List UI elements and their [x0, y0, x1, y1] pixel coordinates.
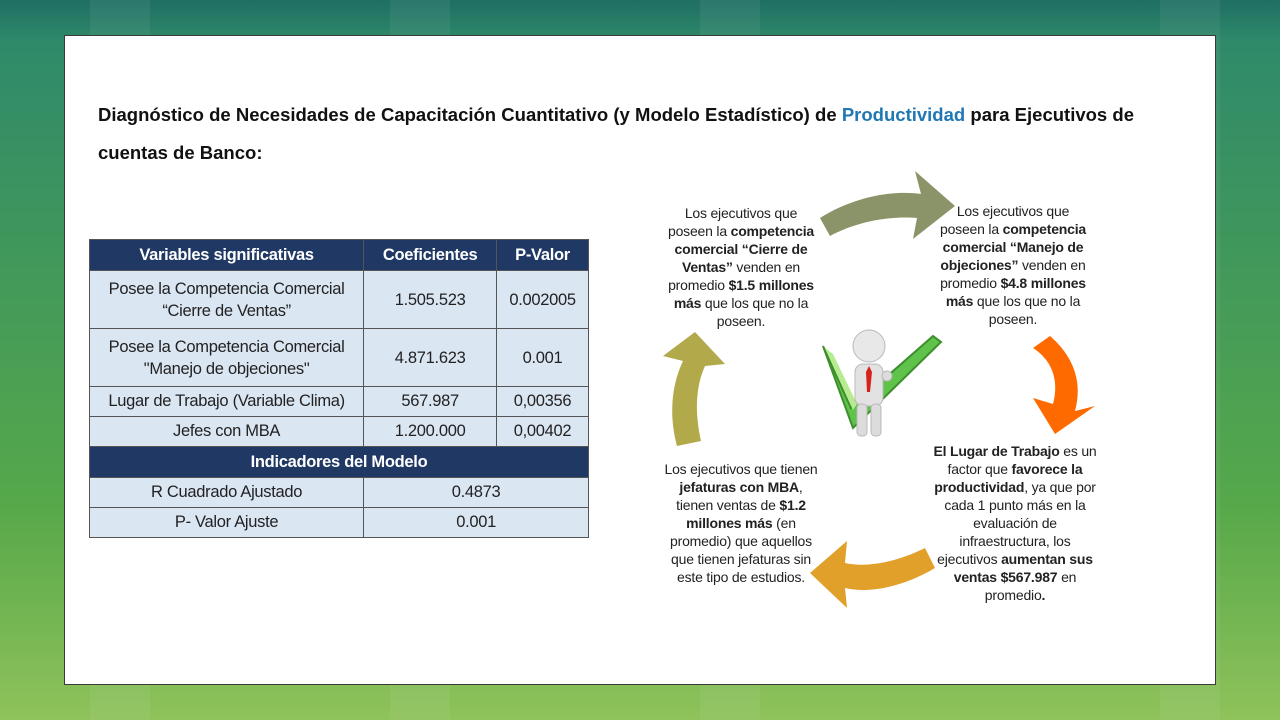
coefficient-cell: 4.871.623 — [364, 329, 497, 387]
p-value-cell: 0,00402 — [497, 417, 589, 447]
p-value-cell: 0.002005 — [497, 271, 589, 329]
cycle-arrow-bottom — [810, 541, 935, 608]
cycle-text-top-right: Los ejecutivos que poseen la competencia comercial “Manejo de objeciones” venden en promedio $4.8 millones más que los que no la poseen. — [940, 203, 1086, 327]
model-value-cell: 0.4873 — [364, 478, 589, 508]
model-label-cell: R Cuadrado Ajustado — [90, 478, 364, 508]
cycle-text-bottom-left: Los ejecutivos que tienen jefaturas con MBA, tienen ventas de $1.2 millones más (en promedio) que aquellos que tienen jefaturas sin este tipo de estudios. — [664, 461, 818, 585]
businessman-with-checkmark-icon — [823, 330, 941, 436]
coefficient-cell: 1.200.000 — [364, 417, 497, 447]
cycle-arrow-left — [663, 332, 725, 446]
title-text-end: para Ejecutivos de cuentas de Banco: — [98, 104, 1135, 163]
variable-cell: Posee la Competencia Comercial “Cierre de Ventas” — [90, 271, 364, 329]
variable-cell: Posee la Competencia Comercial "Manejo de objeciones" — [90, 329, 364, 387]
cycle-arrow-right — [1033, 336, 1095, 434]
title-accent: Productividad — [841, 104, 966, 125]
cycle-text-bottom-right: El Lugar de Trabajo es un factor que favorece la productividad, ya que por cada 1 punto más en la evaluación de infraestructura, los ejecutivos aumentan sus ventas $567.987 en promedio. — [933, 443, 1097, 603]
model-indicators-header: Indicadores del Modelo — [90, 447, 589, 478]
coefficient-cell: 567.987 — [364, 387, 497, 417]
variable-cell: Lugar de Trabajo (Variable Clima) — [90, 387, 364, 417]
column-header: P-Valor — [497, 240, 589, 271]
model-label-cell: P- Valor Ajuste — [90, 508, 364, 538]
column-header: Coeficientes — [364, 240, 497, 271]
p-value-cell: 0.001 — [497, 329, 589, 387]
column-header: Variables significativas — [90, 240, 364, 271]
coefficient-cell: 1.505.523 — [364, 271, 497, 329]
cycle-text-top-left: Los ejecutivos que poseen la competencia comercial “Cierre de Ventas” venden en promedio $1.5 millones más que los que no la poseen. — [668, 205, 814, 329]
slide-canvas — [64, 35, 1216, 685]
model-value-cell: 0.001 — [364, 508, 589, 538]
title-text: Diagnóstico de Necesidades de Capacitación Cuantitativo (y Modelo Estadístico) de — [98, 104, 842, 125]
variable-cell: Jefes con MBA — [90, 417, 364, 447]
p-value-cell: 0,00356 — [497, 387, 589, 417]
